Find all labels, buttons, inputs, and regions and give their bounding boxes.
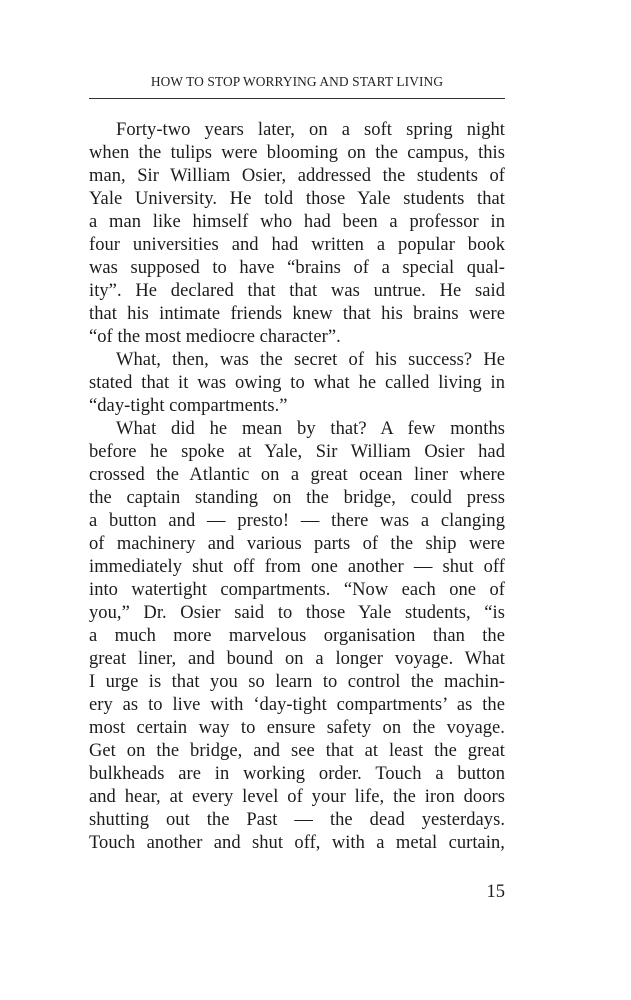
text-line: ity”. He declared that that was untrue. He said: [89, 281, 505, 301]
text-line: was supposed to have “brains of a special qual-: [89, 258, 505, 278]
text-line: a much more marvelous organisation than the: [89, 626, 505, 646]
text-line: Yale University. He told those Yale students that: [89, 189, 505, 209]
text-line: great liner, and bound on a longer voyage. What: [89, 649, 505, 669]
body-text: [89, 119, 505, 855]
text-line: into watertight compartments. “Now each one of: [89, 580, 505, 600]
text-line: you,” Dr. Osier said to those Yale students, “is: [89, 603, 505, 623]
text-line: “of the most mediocre character”.: [89, 327, 341, 347]
text-line: four universities and had written a popular book: [89, 235, 505, 255]
text-line: and hear, at every level of your life, the iron doors: [89, 787, 505, 807]
text-line: most certain way to ensure safety on the voyage.: [89, 718, 505, 738]
text-line: when the tulips were blooming on the campus, this: [89, 143, 505, 163]
text-line: before he spoke at Yale, Sir William Osier had: [89, 442, 505, 462]
text-line: that his intimate friends knew that his brains were: [89, 304, 505, 324]
text-line: a man like himself who had been a professor in: [89, 212, 505, 232]
text-line: What, then, was the secret of his success? He: [116, 350, 505, 370]
text-line: I urge is that you so learn to control the machin-: [89, 672, 505, 692]
text-line: Get on the bridge, and see that at least the great: [89, 741, 505, 761]
running-head: HOW TO STOP WORRYING AND START LIVING: [150, 74, 444, 89]
text-line: of machinery and various parts of the ship were: [89, 534, 505, 554]
text-line: bulkheads are in working order. Touch a button: [89, 764, 505, 784]
header-rule: [89, 98, 505, 99]
text-line: Touch another and shut off, with a metal curtain,: [89, 833, 505, 853]
text-line: ery as to live with ‘day-tight compartments’ as the: [89, 695, 505, 715]
text-line: Forty-two years later, on a soft spring night: [116, 120, 505, 140]
text-line: a button and — presto! — there was a clanging: [89, 511, 505, 531]
page-number: 15: [486, 882, 505, 902]
text-line: immediately shut off from one another — shut off: [89, 557, 505, 577]
text-line: crossed the Atlantic on a great ocean liner where: [89, 465, 505, 485]
text-line: What did he mean by that? A few months: [116, 419, 505, 439]
text-line: stated that it was owing to what he called living in: [89, 373, 505, 393]
text-line: the captain standing on the bridge, could press: [89, 488, 505, 508]
text-line: man, Sir William Osier, addressed the students of: [89, 166, 505, 186]
text-line: “day-tight compartments.”: [89, 396, 288, 416]
text-line: shutting out the Past — the dead yesterdays.: [89, 810, 505, 830]
